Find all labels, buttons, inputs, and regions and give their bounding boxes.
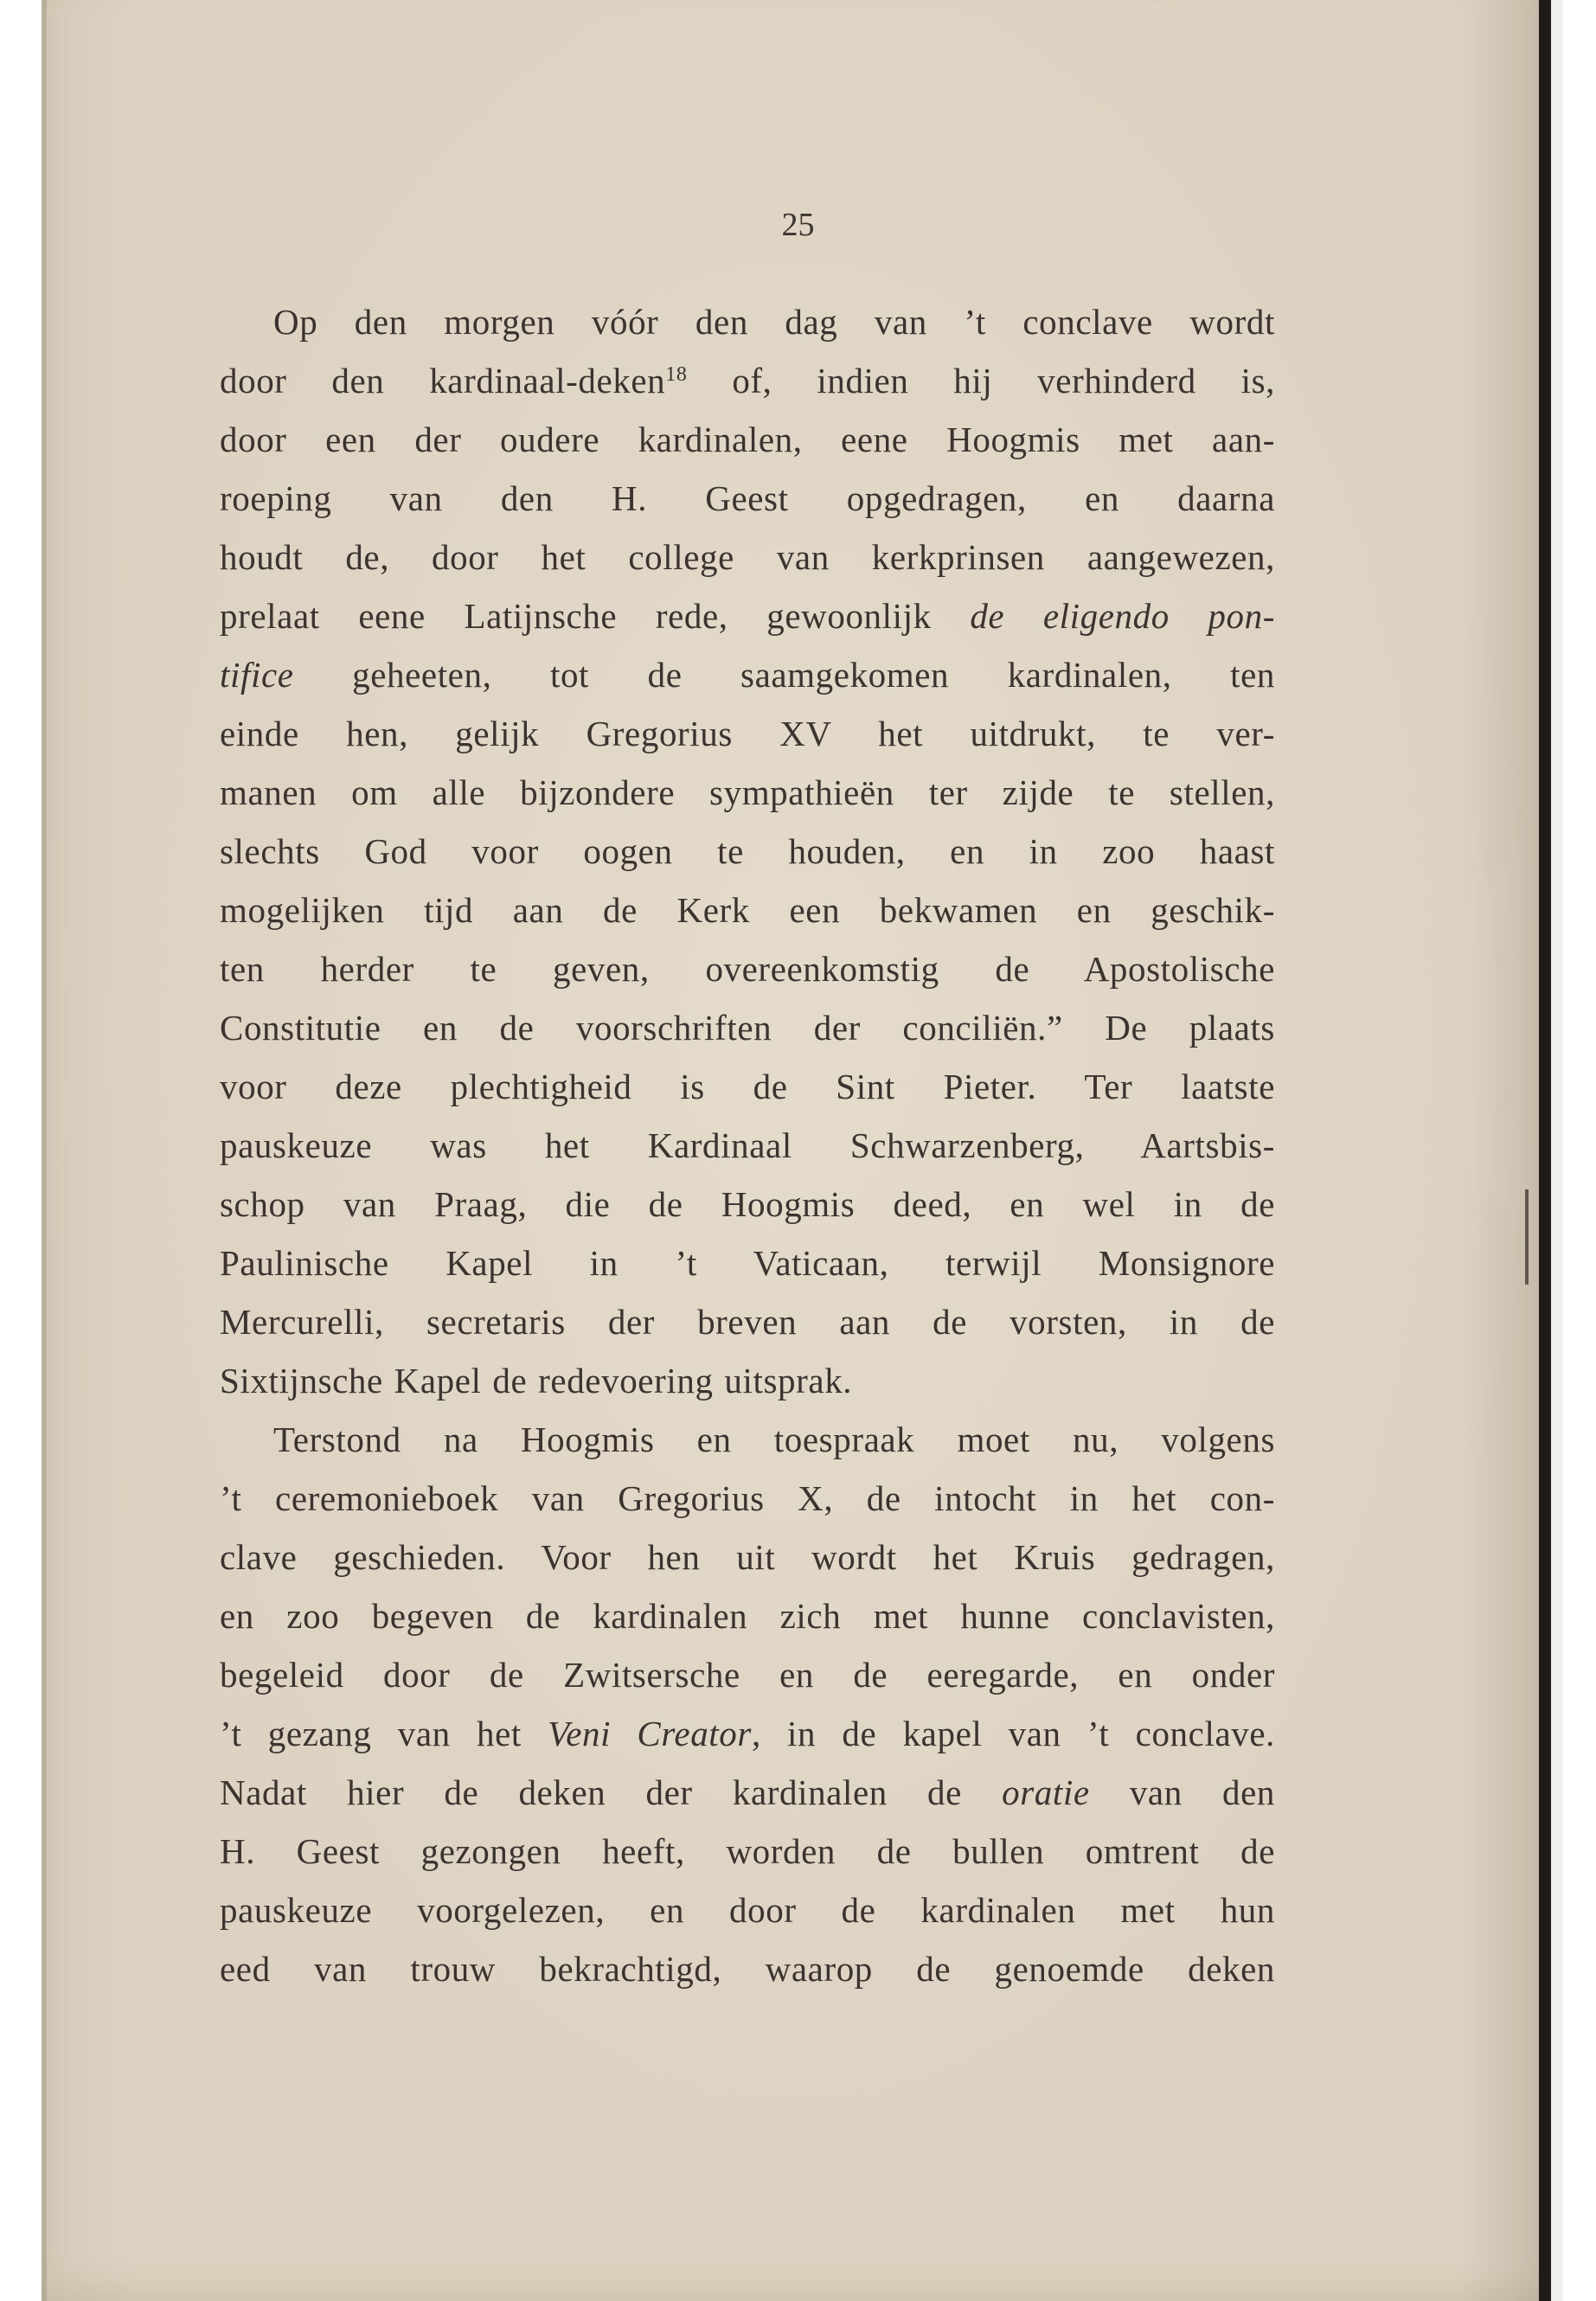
text-line: voor deze plechtigheid is de Sint Pieter. Ter laatste (220, 1067, 1275, 1106)
text-line: pauskeuze voorgelezen, en door de kardinalen met hun (220, 1890, 1275, 1930)
text-line: houdt de, door het college van kerkprinsen aangewezen, (220, 537, 1275, 577)
text-line: manen om alle bijzondere sympathieën ter zijde te stellen, (220, 772, 1275, 812)
text-line: eed van trouw bekrachtigd, waarop de genoemde deken (220, 1949, 1275, 1989)
text-line: Mercurelli, secretaris der breven aan de vorsten, in de (220, 1302, 1275, 1342)
text-line: mogelijken tijd aan de Kerk een bekwamen en geschik- (220, 890, 1275, 930)
text-line: Constitutie en de voorschriften der conciliën.” De plaats (220, 1008, 1275, 1048)
body-text (220, 292, 1275, 1998)
text-line: einde hen, gelijk Gregorius XV het uitdrukt, te ver- (220, 714, 1275, 753)
page-number: 25 (781, 207, 815, 243)
text-line: Nadat hier de deken der kardinalen de oratie van den (220, 1772, 1275, 1812)
text-line: clave geschieden. Voor hen uit wordt het Kruis gedragen, (220, 1537, 1275, 1577)
text-line: Sixtijnsche Kapel de redevoering uitsprak. (220, 1361, 853, 1400)
italic-latin-phrase: Veni Creator (548, 1714, 752, 1753)
page-left-edge (42, 0, 47, 2301)
margin-bracket-mark (1525, 1189, 1529, 1285)
text-line: ten herder te geven, overeenkomstig de Apostolische (220, 949, 1275, 989)
text-line: Paulinische Kapel in ’t Vaticaan, terwijl Monsignore (220, 1243, 1275, 1283)
text-line: pauskeuze was het Kardinaal Schwarzenberg, Aartsbis- (220, 1125, 1275, 1165)
text-line: en zoo begeven de kardinalen zich met hunne conclavisten, (220, 1596, 1275, 1636)
text-line: door een der oudere kardinalen, eene Hoogmis met aan- (220, 420, 1275, 459)
text-line: schop van Praag, die de Hoogmis deed, en wel in de (220, 1184, 1275, 1224)
text-line: Terstond na Hoogmis en toespraak moet nu, volgens (273, 1420, 1275, 1459)
page-right-margin (1551, 0, 1563, 2301)
text-line: tifice geheeten, tot de saamgekomen kardinalen, ten (220, 655, 1275, 695)
text-line: ’t ceremonieboek van Gregorius X, de intocht in het con- (220, 1478, 1275, 1518)
text-line: ’t gezang van het Veni Creator, in de kapel van ’t conclave. (220, 1714, 1275, 1753)
footnote-marker: 18 (665, 363, 688, 386)
italic-latin-phrase: oratie (1002, 1772, 1090, 1812)
text-line: H. Geest gezongen heeft, worden de bullen omtrent de (220, 1831, 1275, 1871)
text-line: begeleid door de Zwitsersche en de eeregarde, en onder (220, 1655, 1275, 1695)
italic-latin-phrase: tifice (220, 655, 294, 695)
text-line: roeping van den H. Geest opgedragen, en daarna (220, 478, 1275, 518)
text-line: Op den morgen vóór den dag van ’t conclave wordt (273, 302, 1275, 342)
italic-latin-phrase: de eligendo pon- (970, 596, 1275, 636)
text-line: door den kardinaal-deken$^{18}$ of, indien hij verhinderd is, (220, 361, 1275, 401)
book-binding-edge (1539, 0, 1551, 2301)
text-line: slechts God voor oogen te houden, en in zoo haast (220, 831, 1275, 871)
text-line: prelaat eene Latijnsche rede, gewoonlijk de eligendo pon- (220, 596, 1275, 636)
